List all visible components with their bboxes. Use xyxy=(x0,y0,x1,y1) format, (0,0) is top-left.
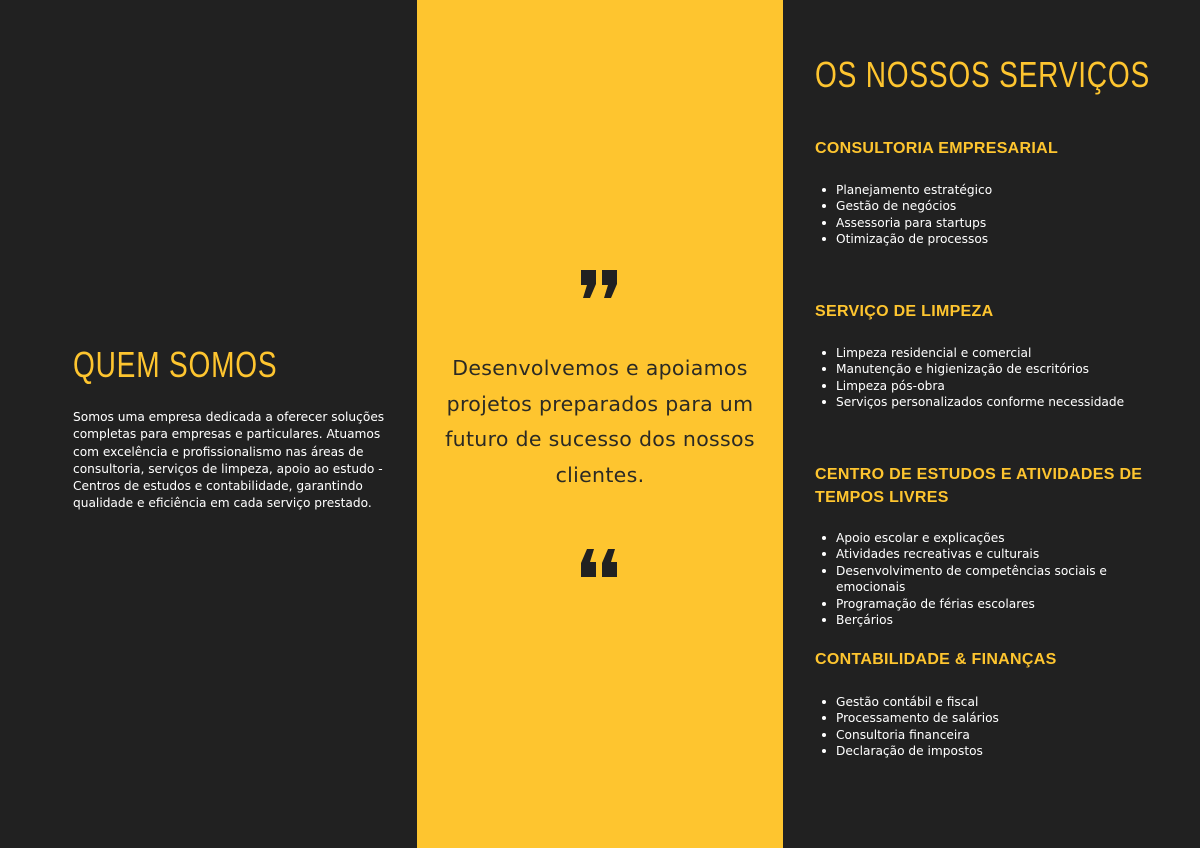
services-title: OS NOSSOS SERVIÇOS xyxy=(815,54,1150,95)
list-item: Gestão de negócios xyxy=(836,198,1145,214)
list-item: Declaração de impostos xyxy=(836,743,1145,759)
service-list-centro-estudos xyxy=(815,530,1145,628)
service-list-consultoria xyxy=(815,182,1145,248)
service-heading-consultoria: CONSULTORIA EMPRESARIAL xyxy=(815,140,1059,157)
service-list-limpeza xyxy=(815,345,1145,411)
list-item: Consultoria financeira xyxy=(836,727,1145,743)
list-item: Manutenção e higienização de escritórios xyxy=(836,361,1145,377)
list-item: Assessoria para startups xyxy=(836,215,1145,231)
list-item: Planejamento estratégico xyxy=(836,182,1145,198)
list-item: Atividades recreativas e culturais xyxy=(836,546,1145,562)
list-item: Limpeza pós-obra xyxy=(836,378,1145,394)
about-title: QUEM SOMOS xyxy=(73,344,278,385)
list-item: Berçários xyxy=(836,612,1145,628)
quote-panel xyxy=(417,0,783,848)
list-item: Gestão contábil e fiscal xyxy=(836,694,1145,710)
service-heading-limpeza: SERVIÇO DE LIMPEZA xyxy=(815,303,994,320)
closing-quote-icon xyxy=(417,270,783,302)
list-item: Limpeza residencial e comercial xyxy=(836,345,1145,361)
about-panel xyxy=(0,0,417,848)
service-heading-centro-estudos: CENTRO DE ESTUDOS E ATIVIDADES DE TEMPOS LIVRES xyxy=(815,466,1143,506)
services-panel xyxy=(783,0,1200,848)
opening-quote-icon xyxy=(417,549,783,581)
list-item: Processamento de salários xyxy=(836,710,1145,726)
service-list-contabilidade xyxy=(815,694,1145,760)
service-heading-contabilidade: CONTABILIDADE & FINANÇAS xyxy=(815,651,1057,668)
about-text: Somos uma empresa dedicada a oferecer soluções completas para empresas e particulares. Atuamos com excelência e profissionalismo nas áreas de consultoria, serviços de limpeza, apoio ao estudo - Centros de estudos e contabilidade, garantindo qualidade e eficiência em cada serviço prestado. xyxy=(73,410,385,511)
list-item: Otimização de processos xyxy=(836,231,1145,247)
quote-text: Desenvolvemos e apoiamos projetos preparados para um futuro de sucesso dos nossos clientes. xyxy=(445,356,755,487)
list-item: Programação de férias escolares xyxy=(836,596,1145,612)
list-item: Apoio escolar e explicações xyxy=(836,530,1145,546)
list-item: Serviços personalizados conforme necessidade xyxy=(836,394,1145,410)
list-item: Desenvolvimento de competências sociais e emocionais xyxy=(836,563,1145,596)
